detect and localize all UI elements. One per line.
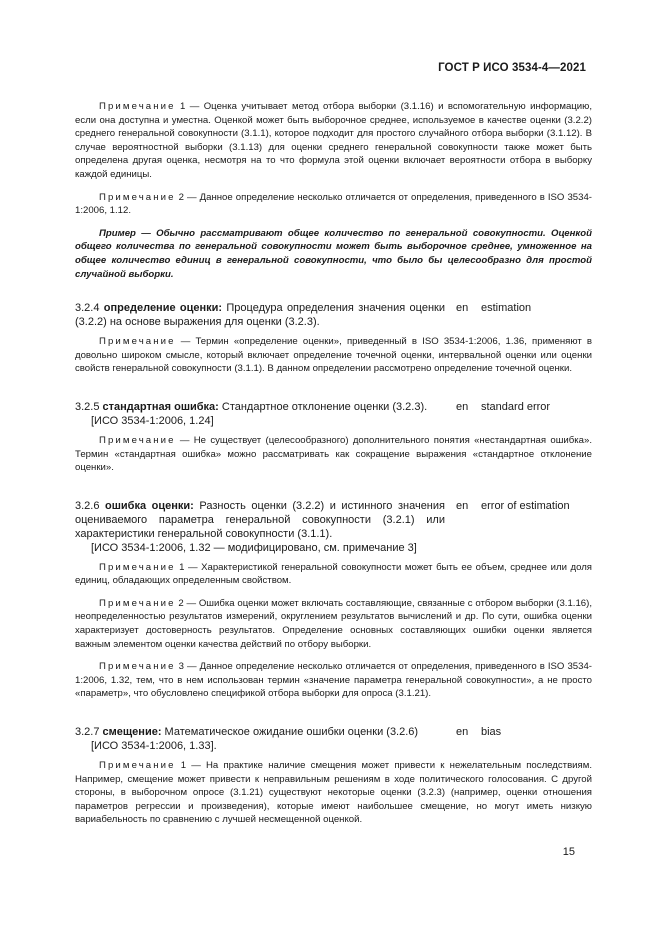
intro-note-2 (75, 191, 592, 218)
intro-note-1 (75, 100, 592, 182)
term-3-2-4-note (75, 335, 592, 376)
term-equivalent: estimation (481, 302, 532, 315)
term-definition (75, 499, 445, 555)
example-paragraph (75, 227, 592, 281)
note-text: — Не существует (целесообразного) дополнительного понятия «нестандартная ошибка». Термин «стандартная ошибка» можно рассматривать как сокращение выражения «стандартное отклонение оценки». (75, 434, 592, 474)
note-text: 2 — Данное определение несколько отличается от определения, приведенного в ISO 3534-1:2006, 1.12. (75, 191, 592, 217)
term-number: 3.2.5 (75, 400, 100, 413)
term-number: 3.2.6 (75, 499, 100, 512)
note-text: 1 — На практике наличие смещения может привести к нежелательным последствиям. Например, смещение может привести к неправильным решениям в ходе политического голосования. С другой стороны, в выборочном опросе (3.1.21) существуют некоторые оценки (3.2.3) (например, оценки отношения параметров регрессии и произведения), которые имеют наибольшее смещение, но могут иметь низкую вариабельность по сравнению с лучшей несмещенной оценкой. (75, 760, 592, 826)
term-language: en (456, 302, 469, 315)
note-text: — Термин «определение оценки», приведенный в ISO 3534-1:2006, 1.36, применяют в довольно широком смысле, который включает определение точечной оценки, интервальной оценки или оценки свойств генеральной совокупности (3.1.1). В данном определении рассмотрено определение точечной оценки. (75, 336, 592, 375)
term-definition (75, 725, 445, 753)
term-name: ошибка оценки: (105, 499, 194, 512)
term-equivalent: bias (481, 726, 502, 739)
term-3-2-5-note (75, 434, 592, 475)
page-content (75, 100, 592, 836)
term-language: en (456, 400, 469, 413)
term-language: en (456, 726, 469, 739)
note-text: 3 — Данное определение несколько отличается от определения, приведенного в ISO 3534-1:2006, 1.32, тем, что в нем использован термин «значение параметра генеральной совокупности», а не просто «параметр», что обусловлено спецификой отбора выборки для опроса (3.1.21). (75, 661, 592, 700)
term-number: 3.2.4 (75, 302, 100, 315)
term-number: 3.2.7 (75, 726, 100, 739)
term-definition (75, 301, 445, 329)
term-reference: [ИСО 3534-1:2006, 1.24] (91, 414, 214, 427)
term-3-2-6-note-2 (75, 597, 592, 651)
note-label: Примечание (99, 434, 176, 446)
term-reference: [ИСО 3534-1:2006, 1.32 — модифицировано, см. примечание 3] (91, 541, 417, 554)
term-3-2-4 (75, 301, 592, 329)
term-name: стандартная ошибка: (102, 400, 219, 413)
note-label: Примечание (99, 191, 176, 203)
page-number: 15 (562, 846, 575, 858)
term-3-2-6-note-3 (75, 660, 592, 701)
term-3-2-6 (75, 499, 592, 555)
term-definition-text: Разность оценки (3.2.2) и истинного значения оцениваемого параметра генеральной совокупности (3.2.1) или характеристики генеральной совокупности (3.1.1). (75, 499, 445, 540)
term-3-2-7-note-1 (75, 759, 592, 827)
note-label: Примечание (99, 597, 176, 609)
term-definition (75, 400, 445, 428)
term-3-2-7 (75, 725, 592, 753)
term-reference: [ИСО 3534-1:2006, 1.33]. (91, 740, 217, 753)
term-language: en (456, 499, 469, 512)
term-3-2-5 (75, 400, 592, 428)
term-definition-text: Стандартное отклонение оценки (3.2.3). (218, 400, 428, 413)
note-label: Примечание (99, 661, 176, 673)
term-name: смещение: (102, 726, 162, 739)
note-text: 2 — Ошибка оценки может включать составляющие, связанные с отбором выборки (3.1.16), неопределенностью результатов измерений, округлением результатов вычислений и др. По сути, ошибка оценки характеризует достоверность результатов. Определение основных составляющих ошибки оценки является важным элементом оценки качества действий по отбору выборки. (75, 597, 592, 650)
term-definition-text: Математическое ожидание ошибки оценки (3.2.6) (161, 726, 419, 739)
term-equivalent: error of estimation (481, 499, 570, 512)
note-label: Примечание (99, 561, 176, 573)
note-text: 1 — Оценка учитывает метод отбора выборки (3.1.16) и вспомогательную информацию, если она доступна и уместна. Оценкой может быть выборочное среднее, используемое в качестве оценки (3.2.2) среднего генеральной совокупности (3.1.1), которое подходит для простого случайного отбора выборки (3.1.12). В случае вероятностной выборки (3.1.13) для оценки среднего генеральной совокупности также может быть определена другая оценка, несмотря на то что формула этой оценки включает вероятности отбора в выборку каждой единицы. (75, 101, 592, 180)
term-name: определение оценки: (103, 302, 223, 315)
term-equivalent: standard error (481, 400, 551, 413)
note-label: Примечание (99, 336, 176, 348)
note-text: 1 — Характеристикой генеральной совокупности может быть ее объем, среднее или доля единиц, обладающих определенным свойством. (75, 561, 592, 587)
note-label: Примечание (99, 101, 176, 112)
page-header: ГОСТ Р ИСО 3534-4—2021 (438, 62, 586, 74)
term-definition-text: Процедура определения значения оценки (3.2.2) на основе выражения для оценки (3.2.3). (75, 302, 445, 329)
example-text: Пример — Обычно рассматривают общее количество по генеральной совокупности. Оценкой общего количества по генеральной совокупности может быть выборочное среднее, умноженное на общее количество единиц в генеральной совокупности, что было бы целесообразно для простой случайной выборки. (75, 227, 592, 280)
note-label: Примечание (99, 760, 176, 772)
term-3-2-6-note-1 (75, 561, 592, 588)
